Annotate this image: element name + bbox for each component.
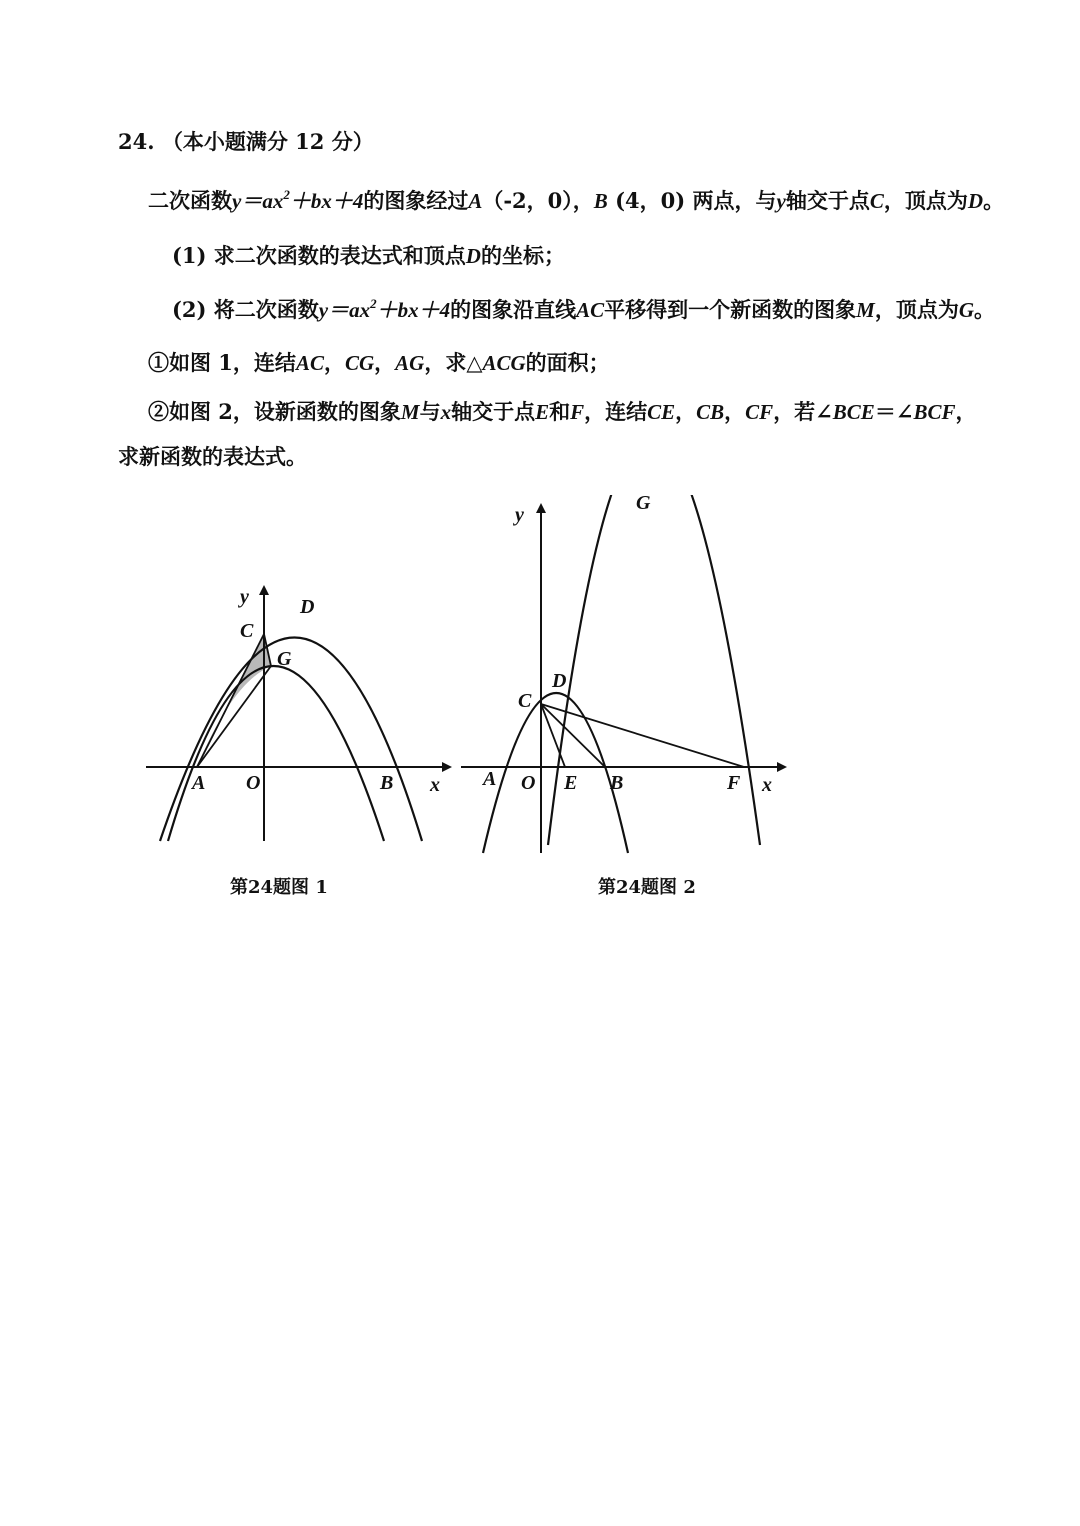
intro-text-1: 二次函数 bbox=[148, 188, 232, 213]
q22-BCE: BCE bbox=[832, 400, 875, 424]
q22-F: F bbox=[570, 400, 585, 424]
formula-2: $y=ax^2+bx+4$ bbox=[318, 296, 451, 322]
q22-CF: CF bbox=[745, 400, 774, 424]
intro-text-2: 的图象经过 bbox=[363, 188, 469, 213]
question-2-1: ①如图 1，连结AC，CG，AG，求△ACG的面积； bbox=[148, 350, 610, 375]
intro-text-4: 轴交于点 bbox=[785, 188, 870, 213]
q1-point-D: D bbox=[465, 244, 481, 268]
label-O: O bbox=[246, 772, 261, 794]
problem-intro bbox=[148, 187, 1004, 215]
q22-x: x bbox=[440, 400, 452, 424]
label-D: D bbox=[300, 596, 315, 618]
figure-2-caption: 第24题图 2 bbox=[598, 877, 696, 898]
point-A: A bbox=[468, 189, 483, 213]
q2-line-AC: AC bbox=[576, 298, 605, 322]
q2-M: M bbox=[856, 298, 875, 322]
q21-CG: CG bbox=[344, 351, 375, 375]
q2-text-1: (2) 将二次函数 bbox=[172, 297, 319, 322]
label-G: G bbox=[636, 495, 651, 514]
label-C: C bbox=[240, 620, 254, 642]
label-x: x bbox=[430, 774, 440, 796]
problem-header: 24. （本小题满分 12 分） bbox=[118, 129, 374, 154]
question-1 bbox=[172, 242, 565, 270]
intro-text-3: 两点，与 bbox=[692, 188, 777, 213]
q2-text-2: 的图象沿直线 bbox=[450, 297, 577, 322]
label-y: y bbox=[515, 504, 524, 526]
q22-CB: CB bbox=[696, 400, 725, 424]
q22-M: M bbox=[400, 400, 420, 424]
segment-CF bbox=[541, 704, 744, 767]
y-axis-var: y bbox=[776, 189, 786, 213]
q22-E: E bbox=[535, 400, 550, 424]
q21-AC: AC bbox=[295, 351, 324, 375]
segment-AC bbox=[197, 634, 264, 767]
figure-1 bbox=[140, 575, 460, 855]
q22-text-1: ②如图 2，设新函数的图象 bbox=[148, 399, 401, 424]
label-O: O bbox=[521, 772, 536, 794]
label-B: B bbox=[610, 772, 624, 794]
parabola-M bbox=[168, 666, 384, 841]
point-D: D bbox=[967, 189, 984, 213]
shaded-region bbox=[197, 634, 271, 767]
q1-text-1: (1) 求二次函数的表达式和顶点 bbox=[172, 243, 466, 268]
label-A: A bbox=[483, 768, 497, 790]
formula-1: $y=ax^2+bx+4$ bbox=[232, 187, 364, 213]
figure-1-caption: 第24题图 1 bbox=[230, 877, 328, 898]
point-C: C bbox=[869, 189, 884, 213]
intro-end: 。 bbox=[983, 188, 1005, 213]
q1-text-2: 的坐标； bbox=[480, 243, 565, 268]
q21-ACG: ACG bbox=[482, 351, 526, 375]
q22-CE: CE bbox=[647, 400, 676, 424]
q21-text-3: 的面积； bbox=[525, 350, 610, 375]
question-2 bbox=[172, 296, 995, 324]
intro-text-5: ，顶点为 bbox=[883, 188, 968, 213]
label-D: D bbox=[552, 670, 567, 692]
q2-text-4: ，顶点为 bbox=[874, 297, 959, 322]
label-C: C bbox=[518, 690, 532, 712]
label-E: E bbox=[564, 772, 578, 794]
q21-text-1: ①如图 1，连结 bbox=[148, 350, 296, 375]
coord-B: (4，0) bbox=[615, 188, 686, 213]
q22-BCF: BCF bbox=[913, 400, 956, 424]
q2-text-3: 平移得到一个新函数的图象 bbox=[604, 297, 857, 322]
q2-G: G bbox=[958, 298, 974, 322]
figure-2 bbox=[455, 495, 795, 865]
question-2-2: ②如图 2，设新函数的图象M与x轴交于点E和F，连结CE，CB，CF，若∠BCE＝∠BCF， bbox=[148, 399, 977, 424]
q2-end: 。 bbox=[974, 297, 995, 322]
coord-A: （-2，0）， bbox=[482, 188, 594, 213]
label-x: x bbox=[762, 774, 772, 796]
parabola-original bbox=[483, 693, 628, 853]
label-A: A bbox=[192, 772, 206, 794]
question-2-2-line2: 求新函数的表达式。 bbox=[118, 444, 307, 469]
label-G: G bbox=[277, 648, 292, 670]
point-B: B bbox=[593, 189, 608, 213]
label-y: y bbox=[240, 586, 249, 608]
label-B: B bbox=[380, 772, 394, 794]
q21-text-2: ，求△ bbox=[424, 350, 483, 375]
label-F: F bbox=[727, 772, 741, 794]
q21-AG: AG bbox=[395, 351, 425, 375]
